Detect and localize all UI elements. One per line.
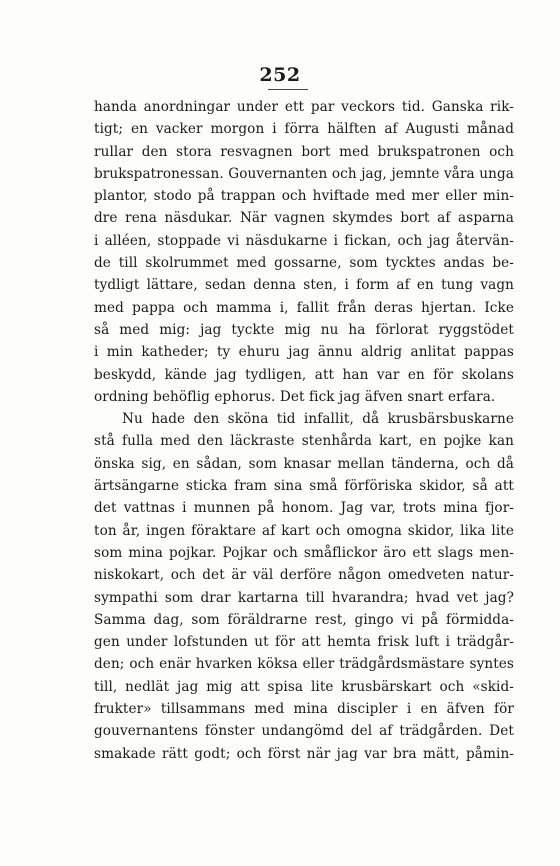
text-line: handa anordningar under ett par veckors tid. Ganska rik- <box>94 99 514 115</box>
text-line: i alléen, stoppade vi näsdukarne i fickan, och jag återvän- <box>94 232 514 249</box>
page-number-rule <box>268 89 308 90</box>
text-line: de till skolrummet med gossarne, som tycktes andas be- <box>94 255 514 272</box>
page-number: 252 <box>259 64 301 86</box>
text-line: ordning behöflig ephorus. Det fick jag äfven snart erfara. <box>94 388 496 405</box>
text-line: i min katheder; ty ehuru jag ännu aldrig anlitat pappas <box>94 344 514 361</box>
text-line: Nu hade den sköna tid infallit, då krusbärsbuskarne <box>122 411 514 428</box>
text-line: rullar den stora resvagnen bort med brukspatronen och <box>94 143 514 160</box>
text-line: brukspatronessan. Gouvernanten och jag, jemnte våra unga <box>94 165 514 182</box>
text-line: smakade rätt godt; och först när jag var bra mätt, påmin- <box>94 745 514 762</box>
text-line: som mina pojkar. Pojkar och småflickor äro ett slags men- <box>94 544 514 561</box>
text-line: med pappa och mamma i, fallit från deras hjertan. Icke <box>94 299 514 316</box>
text-line: sympathi som drar kartarna till hvarandra; hvad vet jag? <box>94 589 514 606</box>
text-line: ärtsängarne sticka fram sina små förföriska skidor, så att <box>94 478 514 495</box>
text-line: plantor, stodo på trappan och hviftade med mer eller min- <box>94 188 514 205</box>
body-text <box>94 96 514 765</box>
text-line: den; och enär hvarken köksa eller trädgårdsmästare syntes <box>94 656 514 673</box>
text-line: Samma dag, som föräldrarne rest, gingo vi på förmidda- <box>94 611 514 628</box>
text-line: gen under lofstunden ut för att hemta frisk luft i trädgår- <box>94 634 514 651</box>
text-line: ton år, ingen föraktare af kart och omogna skidor, lika lite <box>94 522 514 539</box>
text-line: niskokart, och det är väl derföre någon omedveten natur- <box>94 567 514 584</box>
text-line: gouvernantens fönster undangömd del af trädgården. Det <box>94 723 514 740</box>
text-line: till, nedlät jag mig att spisa lite krusbärskart och «skid- <box>94 678 514 695</box>
text-line: frukter» tillsammans med mina discipler i en äfven för <box>94 701 514 718</box>
text-line: beskydd, kände jag tydligen, att han var en för skolans <box>94 366 514 383</box>
text-line: dre rena näsdukar. När vagnen skymdes bort af asparna <box>94 210 514 227</box>
text-line: det vattnas i munnen på honom. Jag var, trots mina fjor- <box>94 500 514 517</box>
text-line: önska sig, en sådan, som knasar mellan tänderna, och då <box>94 455 514 472</box>
text-line: så med mig: jag tyckte mig nu ha förlorat ryggstödet <box>94 321 514 338</box>
text-line: tydligt lättare, sedan denna sten, i form af en tung vagn <box>94 277 514 294</box>
text-line: stå fulla med den läckraste stenhårda kart, en pojke kan <box>94 433 514 450</box>
text-line: tigt; en vacker morgon i förra hälften af Augusti månad <box>94 121 514 138</box>
